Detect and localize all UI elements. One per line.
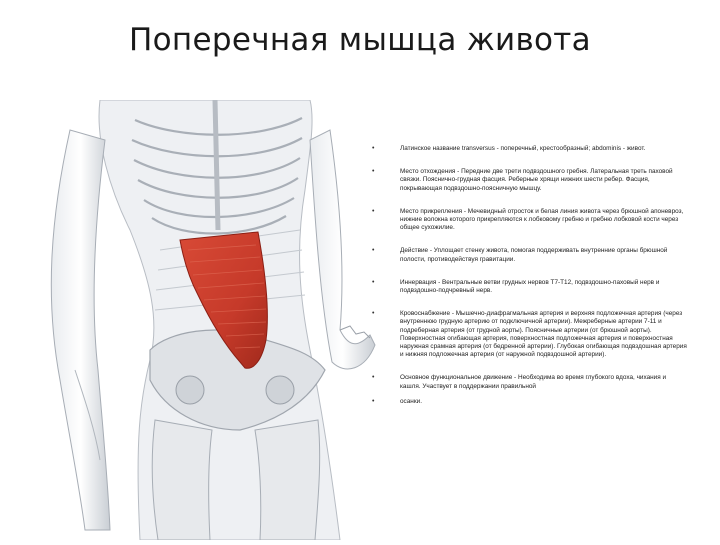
- slide-title: Поперечная мышца живота: [129, 22, 591, 58]
- bullet-list: [362, 145, 687, 406]
- bullet-text: осанки.: [400, 397, 422, 405]
- bullet-item: [362, 168, 687, 193]
- bullet-dot: •: [372, 207, 375, 215]
- bullet-text: Иннервация - Вентральные ветви грудных нервов Т7-Т12, подвздошно-паховый нерв и подвздошно-подчревный нерв.: [400, 278, 660, 295]
- bullet-item: [362, 279, 687, 295]
- bullet-item: [362, 208, 687, 233]
- bullet-item: [362, 310, 687, 359]
- bullet-dot: •: [372, 247, 375, 255]
- bullet-dot: •: [372, 397, 375, 405]
- bullet-dot: •: [372, 168, 375, 176]
- bullet-text: Латинское название transversus - поперечный, крестообразный; abdominis - живот.: [400, 145, 646, 152]
- bullet-item: [362, 145, 687, 153]
- bullet-text: Основное функциональное движение - Необходима во время глубокого вдоха, чихания и кашля. Участвует в поддержании правильной: [400, 374, 667, 390]
- torso-anatomy-icon: [40, 100, 380, 540]
- bullet-dot: •: [372, 310, 375, 318]
- bullet-text: Место прикрепления - Мечевидный отросток и белая линия живота через брюшной апоневроз, нижние волокна которого прикрепляются к лобковому гребню и гребню лобковой кости через общее сухожилие.: [400, 207, 684, 232]
- bullet-item: [362, 247, 687, 263]
- bullet-text: Кровоснабжение - Мышечно-диафрагмальная артерия и верхняя подложечная артерия (через внутреннюю грудную артерию от подключичной артерии). Межреберные артерии 7-11 и подреберная артерия (от грудной аорты). Поясничные артерии (от брюшной аорты). Поверхностная огибающая артерия, поверхностная подложечная артерия и поверхностная наружная срамная артерия (от бедренной артерии). Глубокая огибающая подвздошная артерия и нижняя подложечная артерия (от наружной подвздошной артерии).: [400, 310, 687, 359]
- bullet-text: Действие - Уплощает стенку живота, помогая поддерживать внутренние органы брюшной полости, противодействуя гравитации.: [400, 247, 668, 263]
- bullet-text: Место отхождения - Передние две трети подвздошного гребня. Латеральная треть паховой связки. Пояснично-грудная фасция. Реберные хрящи нижних шести ребер. Фасция, покрывающая подвздошно-поясничную мышцу.: [400, 168, 673, 192]
- bullet-item: [362, 398, 687, 406]
- anatomy-illustration: [40, 100, 380, 540]
- bullet-dot: •: [372, 374, 375, 382]
- bullet-dot: •: [372, 145, 375, 152]
- bullet-item: [362, 374, 687, 390]
- bullet-dot: •: [372, 278, 375, 286]
